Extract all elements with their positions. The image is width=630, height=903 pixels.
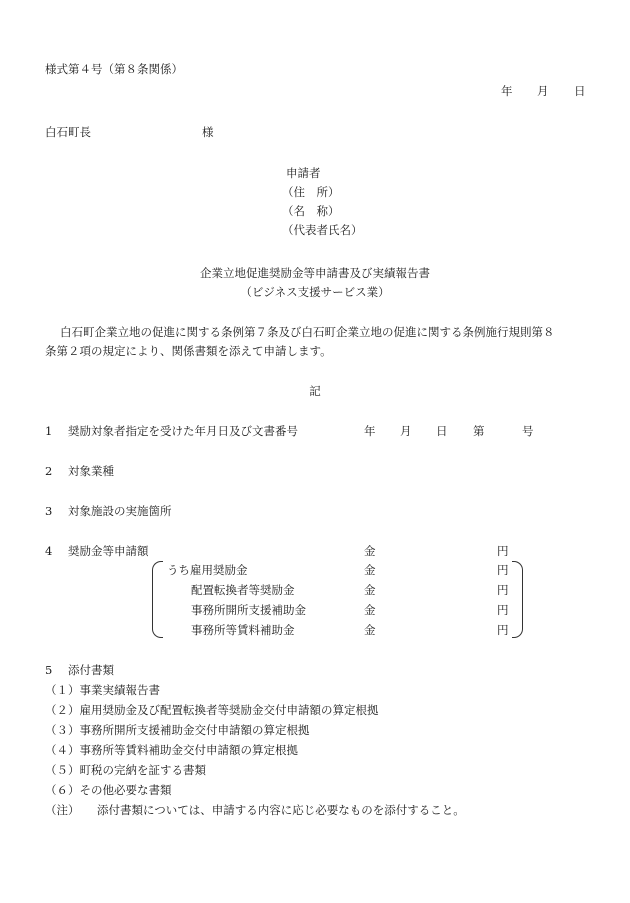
item4-sub2-yen: 円	[497, 583, 509, 597]
item4-sub2-kin: 金	[364, 583, 376, 597]
date-month: 月	[537, 84, 549, 98]
item5-label: 添付書類	[68, 663, 114, 677]
item4-sub4-kin: 金	[364, 623, 376, 637]
attachment-6: （６）その他必要な書類	[45, 783, 172, 797]
bracket-right	[512, 561, 523, 638]
date-year: 年	[501, 84, 513, 98]
item4-sub1-yen: 円	[497, 563, 509, 577]
form-number: 様式第４号（第８条関係）	[45, 62, 183, 76]
item4-sub4-yen: 円	[497, 623, 509, 637]
ki-heading: 記	[309, 384, 321, 398]
bracket-left	[152, 561, 163, 638]
item4-yen: 円	[497, 544, 509, 558]
item1-dai: 第	[473, 424, 485, 438]
applicant-address: （住 所）	[282, 185, 340, 199]
document-title: 企業立地促進奨励金等申請書及び実績報告書	[200, 266, 430, 280]
attachment-4: （４）事務所等賃料補助金交付申請額の算定根拠	[45, 743, 298, 757]
date-day: 日	[574, 84, 586, 98]
item4-sub3-label: 事務所開所支援補助金	[191, 603, 306, 617]
item1-label: 奨励対象者指定を受けた年月日及び文書番号	[68, 424, 298, 438]
item4-number: 4	[45, 544, 53, 558]
document-subtitle: （ビジネス支援サービス業）	[240, 285, 390, 299]
addressee-honorific: 様	[202, 125, 214, 139]
item3-number: 3	[45, 504, 53, 518]
item1-number: 1	[45, 424, 53, 438]
attachment-5: （５）町税の完納を証する書類	[45, 763, 206, 777]
item4-kin: 金	[364, 544, 376, 558]
item2-label: 対象業種	[68, 464, 114, 478]
item2-number: 2	[45, 464, 53, 478]
item4-sub2-label: 配置転換者等奨励金	[191, 583, 295, 597]
body-text-line1: 白石町企業立地の促進に関する条例第７条及び白石町企業立地の促進に関する条例施行規則第８	[60, 325, 555, 339]
item4-sub3-kin: 金	[364, 603, 376, 617]
item1-year: 年	[364, 424, 376, 438]
applicant-title: 申請者	[286, 166, 321, 180]
item4-sub1-label: うち雇用奨励金	[167, 563, 248, 577]
item4-sub4-label: 事務所等賃料補助金	[191, 623, 295, 637]
item5-number: 5	[45, 663, 53, 677]
attachment-1: （１）事業実績報告書	[45, 683, 160, 697]
attachment-3: （３）事務所開所支援補助金交付申請額の算定根拠	[45, 723, 310, 737]
item4-sub1-kin: 金	[364, 563, 376, 577]
item4-sub3-yen: 円	[497, 603, 509, 617]
attachment-2: （２）雇用奨励金及び配置転換者等奨励金交付申請額の算定根拠	[45, 703, 379, 717]
item1-go: 号	[522, 424, 534, 438]
applicant-name: （名 称）	[282, 204, 340, 218]
note-label: （注）	[45, 803, 80, 817]
note-text: 添付書類については、申請する内容に応じ必要なものを添付すること。	[97, 803, 465, 817]
item1-day: 日	[436, 424, 448, 438]
applicant-representative: （代表者氏名）	[282, 223, 363, 237]
item1-month: 月	[400, 424, 412, 438]
addressee-name: 白石町長	[45, 125, 91, 139]
item3-label: 対象施設の実施箇所	[68, 504, 172, 518]
item4-label: 奨励金等申請額	[68, 544, 149, 558]
body-text-line2: 条第２項の規定により、関係書類を添えて申請します。	[45, 344, 332, 358]
